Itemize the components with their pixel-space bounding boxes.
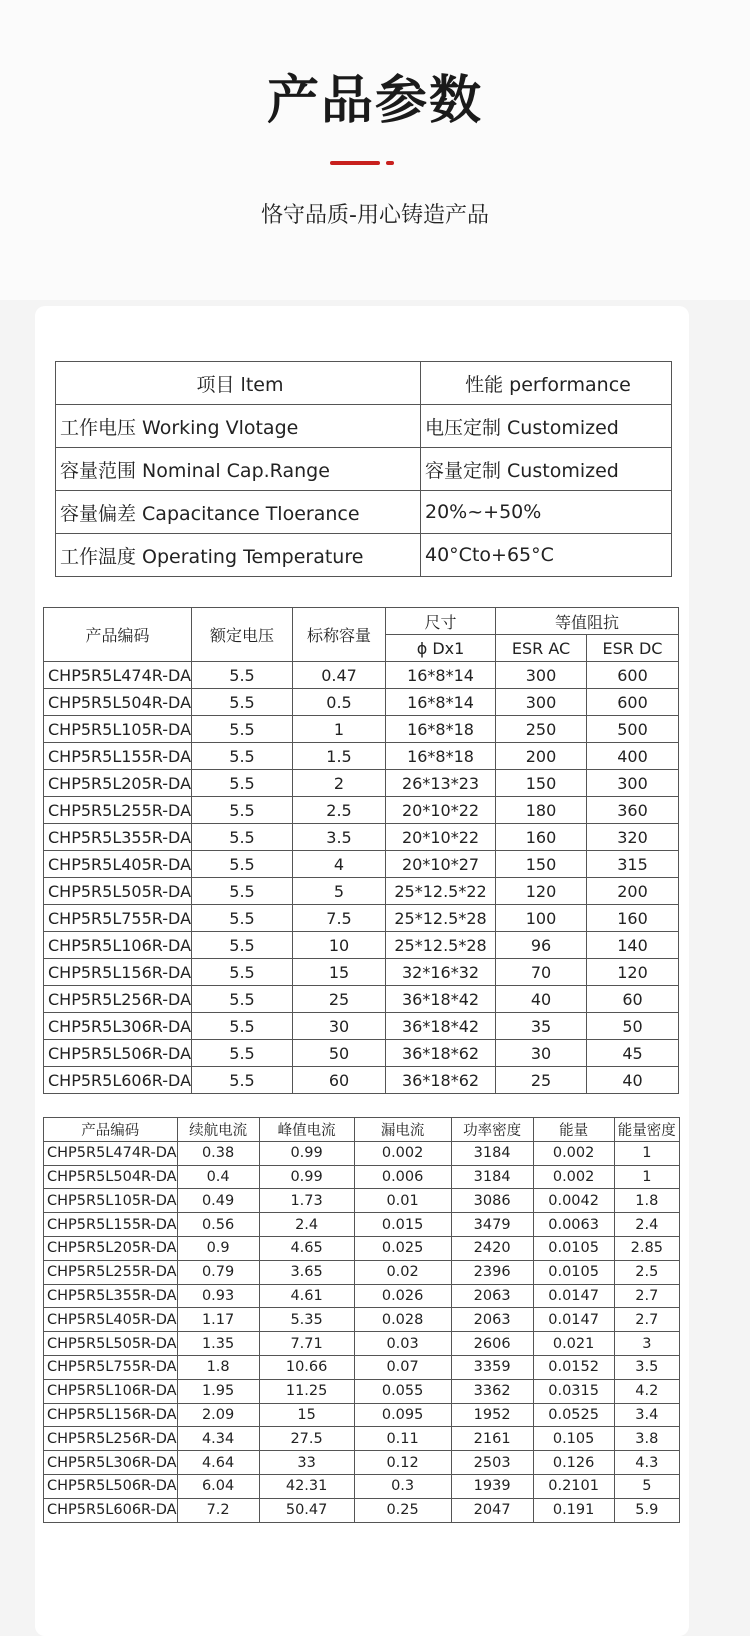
table-cell: 400: [587, 743, 679, 770]
title-divider: [330, 161, 380, 165]
table-cell: 0.0147: [533, 1308, 614, 1332]
table-cell: 300: [496, 662, 587, 689]
table-cell: 3.4: [614, 1403, 679, 1427]
table-cell: 0.79: [177, 1260, 259, 1284]
product-code: CHP5R5L205R-DA: [44, 1236, 178, 1260]
table-row: [44, 1474, 680, 1498]
table-cell: 96: [496, 932, 587, 959]
table-cell: 0.99: [259, 1165, 354, 1189]
table-row: [44, 878, 679, 905]
table-cell: 150: [496, 851, 587, 878]
table-row: [44, 1498, 680, 1522]
table-row: [44, 1189, 680, 1213]
table-cell: 200: [496, 743, 587, 770]
table-cell: 0.07: [354, 1355, 451, 1379]
table-cell: 0.095: [354, 1403, 451, 1427]
table-cell: 25*12.5*28: [386, 905, 496, 932]
table-cell: 4: [293, 851, 386, 878]
product-code: CHP5R5L755R-DA: [44, 1355, 178, 1379]
table-cell: 250: [496, 716, 587, 743]
table-cell: 0.0063: [533, 1213, 614, 1237]
column-header: 功率密度: [451, 1118, 533, 1142]
header-size: 尺寸: [386, 608, 496, 635]
table-cell: 100: [496, 905, 587, 932]
table-cell: 0.191: [533, 1498, 614, 1522]
table-cell: 5.5: [192, 986, 293, 1013]
table-cell: 200: [587, 878, 679, 905]
table-cell: 1: [293, 716, 386, 743]
table-cell: 0.105: [533, 1427, 614, 1451]
table-cell: 60: [293, 1067, 386, 1094]
table-cell: 45: [587, 1040, 679, 1067]
table-cell: 5.5: [192, 932, 293, 959]
table-cell: 4.3: [614, 1451, 679, 1475]
product-code: CHP5R5L405R-DA: [44, 851, 192, 878]
table-cell: 0.01: [354, 1189, 451, 1213]
table-cell: 2.85: [614, 1236, 679, 1260]
table-cell: 0.0147: [533, 1284, 614, 1308]
product-code: CHP5R5L106R-DA: [44, 932, 192, 959]
table-cell: 0.028: [354, 1308, 451, 1332]
column-header: 漏电流: [354, 1118, 451, 1142]
product-code: CHP5R5L306R-DA: [44, 1451, 178, 1475]
table-cell: 3.5: [614, 1355, 679, 1379]
table-cell: 0.0042: [533, 1189, 614, 1213]
table-row: [44, 797, 679, 824]
spec-value: 20%~+50%: [421, 491, 672, 534]
table-cell: 36*18*62: [386, 1067, 496, 1094]
table-cell: 0.006: [354, 1165, 451, 1189]
product-code: CHP5R5L155R-DA: [44, 1213, 178, 1237]
product-code: CHP5R5L755R-DA: [44, 905, 192, 932]
table-cell: 3184: [451, 1141, 533, 1165]
table-cell: 150: [496, 770, 587, 797]
table-cell: 5.5: [192, 959, 293, 986]
table-cell: 2.5: [293, 797, 386, 824]
table-cell: 120: [496, 878, 587, 905]
product-code: CHP5R5L255R-DA: [44, 797, 192, 824]
table-cell: 2420: [451, 1236, 533, 1260]
table-cell: 25: [293, 986, 386, 1013]
table-cell: 15: [259, 1403, 354, 1427]
column-header: 产品编码: [44, 1118, 178, 1142]
table-cell: 27.5: [259, 1427, 354, 1451]
table-cell: 0.4: [177, 1165, 259, 1189]
table-cell: 1.73: [259, 1189, 354, 1213]
table-cell: 2161: [451, 1427, 533, 1451]
table-row: [44, 1165, 680, 1189]
product-code: CHP5R5L105R-DA: [44, 1189, 178, 1213]
table-cell: 2.7: [614, 1308, 679, 1332]
table-cell: 1: [614, 1141, 679, 1165]
table-cell: 2396: [451, 1260, 533, 1284]
table-row: [44, 1013, 679, 1040]
table-cell: 0.0152: [533, 1355, 614, 1379]
spec-table: [55, 361, 672, 577]
spec-value: 电压定制 Customized: [421, 405, 672, 448]
product-code: CHP5R5L606R-DA: [44, 1067, 192, 1094]
table-cell: 5: [614, 1474, 679, 1498]
table-cell: 160: [587, 905, 679, 932]
page-subtitle: 恪守品质-用心铸造产品: [261, 203, 489, 228]
table-cell: 1.8: [614, 1189, 679, 1213]
table-row: [44, 851, 679, 878]
table-cell: 25*12.5*22: [386, 878, 496, 905]
title-divider-dot: [386, 161, 394, 165]
table-cell: 16*8*18: [386, 743, 496, 770]
table-cell: 3362: [451, 1379, 533, 1403]
table-cell: 3.8: [614, 1427, 679, 1451]
table-cell: 0.93: [177, 1284, 259, 1308]
header-voltage: 额定电压: [192, 608, 293, 662]
table-row: [44, 986, 679, 1013]
table-cell: 300: [587, 770, 679, 797]
header-esr-ac: ESR AC: [496, 635, 587, 662]
spec-item: 容量偏差 Capacitance Tloerance: [56, 491, 421, 534]
product-code: CHP5R5L506R-DA: [44, 1040, 192, 1067]
product-code: CHP5R5L106R-DA: [44, 1379, 178, 1403]
table-cell: 0.5: [293, 689, 386, 716]
table-cell: 360: [587, 797, 679, 824]
table-cell: 5.5: [192, 851, 293, 878]
table-cell: 3.5: [293, 824, 386, 851]
spec-value: 容量定制 Customized: [421, 448, 672, 491]
column-header: 性能 performance: [421, 362, 672, 405]
table-cell: 33: [259, 1451, 354, 1475]
table-cell: 0.002: [533, 1141, 614, 1165]
table-cell: 15: [293, 959, 386, 986]
table-cell: 25: [496, 1067, 587, 1094]
table-cell: 3: [614, 1332, 679, 1356]
table-cell: 0.002: [533, 1165, 614, 1189]
table-cell: 3479: [451, 1213, 533, 1237]
table-cell: 0.9: [177, 1236, 259, 1260]
table-cell: 0.2101: [533, 1474, 614, 1498]
table-cell: 20*10*22: [386, 797, 496, 824]
table-cell: 2.09: [177, 1403, 259, 1427]
table-cell: 42.31: [259, 1474, 354, 1498]
table-cell: 1952: [451, 1403, 533, 1427]
table-cell: 16*8*14: [386, 662, 496, 689]
table-cell: 36*18*42: [386, 986, 496, 1013]
table-cell: 16*8*14: [386, 689, 496, 716]
table-cell: 2063: [451, 1284, 533, 1308]
table-cell: 0.026: [354, 1284, 451, 1308]
product-code: CHP5R5L255R-DA: [44, 1260, 178, 1284]
header-esr-dc: ESR DC: [587, 635, 679, 662]
table-row: [44, 662, 679, 689]
column-header: 峰值电流: [259, 1118, 354, 1142]
table-cell: 2.7: [614, 1284, 679, 1308]
table-row: [44, 932, 679, 959]
table-cell: 5.9: [614, 1498, 679, 1522]
table-cell: 10: [293, 932, 386, 959]
table-row: [44, 1284, 680, 1308]
table-cell: 0.002: [354, 1141, 451, 1165]
product-code: CHP5R5L504R-DA: [44, 1165, 178, 1189]
table-cell: 20*10*22: [386, 824, 496, 851]
table-cell: 0.0315: [533, 1379, 614, 1403]
product-code: CHP5R5L506R-DA: [44, 1474, 178, 1498]
table-cell: 1.35: [177, 1332, 259, 1356]
table-row: [44, 1040, 679, 1067]
table-row: [44, 770, 679, 797]
table-cell: 2.5: [614, 1260, 679, 1284]
table-cell: 2047: [451, 1498, 533, 1522]
table-cell: 7.71: [259, 1332, 354, 1356]
table-row: [44, 1141, 680, 1165]
table-cell: 0.12: [354, 1451, 451, 1475]
table-cell: 0.025: [354, 1236, 451, 1260]
table-row: [56, 405, 672, 448]
table-cell: 32*16*32: [386, 959, 496, 986]
table-cell: 315: [587, 851, 679, 878]
table-row: [44, 689, 679, 716]
product-code: CHP5R5L504R-DA: [44, 689, 192, 716]
product-code: CHP5R5L155R-DA: [44, 743, 192, 770]
table-cell: 50.47: [259, 1498, 354, 1522]
table-cell: 4.2: [614, 1379, 679, 1403]
spec-value: 40°Cto+65°C: [421, 534, 672, 577]
table-cell: 120: [587, 959, 679, 986]
table-cell: 40: [587, 1067, 679, 1094]
table-row: [44, 1451, 680, 1475]
table-row: [56, 448, 672, 491]
table-cell: 0.25: [354, 1498, 451, 1522]
table-cell: 0.02: [354, 1260, 451, 1284]
table-cell: 320: [587, 824, 679, 851]
table-row: [44, 1427, 680, 1451]
table-cell: 300: [496, 689, 587, 716]
performance-table: [43, 1117, 680, 1523]
table-row: [56, 534, 672, 577]
table-cell: 5.5: [192, 1013, 293, 1040]
table-cell: 1.8: [177, 1355, 259, 1379]
table-row: [44, 959, 679, 986]
product-code: CHP5R5L355R-DA: [44, 1284, 178, 1308]
table-row: [44, 1236, 680, 1260]
spec-item: 容量范围 Nominal Cap.Range: [56, 448, 421, 491]
table-cell: 1.17: [177, 1308, 259, 1332]
table-row: [44, 1403, 680, 1427]
table-cell: 1.5: [293, 743, 386, 770]
table-cell: 7.5: [293, 905, 386, 932]
header-code: 产品编码: [44, 608, 192, 662]
table-header-row: [44, 1118, 680, 1142]
table-cell: 5: [293, 878, 386, 905]
table-cell: 600: [587, 689, 679, 716]
product-code: CHP5R5L405R-DA: [44, 1308, 178, 1332]
table-cell: 4.65: [259, 1236, 354, 1260]
table-cell: 0.03: [354, 1332, 451, 1356]
product-code: CHP5R5L256R-DA: [44, 986, 192, 1013]
table-cell: 2063: [451, 1308, 533, 1332]
table-cell: 5.5: [192, 797, 293, 824]
table-cell: 5.5: [192, 1067, 293, 1094]
table-cell: 5.5: [192, 905, 293, 932]
product-code: CHP5R5L306R-DA: [44, 1013, 192, 1040]
table-row: [44, 1213, 680, 1237]
table-cell: 5.5: [192, 716, 293, 743]
product-code: CHP5R5L355R-DA: [44, 824, 192, 851]
product-code: CHP5R5L606R-DA: [44, 1498, 178, 1522]
size-table: [43, 607, 679, 1094]
header-esr: 等值阻抗: [496, 608, 679, 635]
table-cell: 0.021: [533, 1332, 614, 1356]
table-cell: 140: [587, 932, 679, 959]
table-cell: 5.5: [192, 770, 293, 797]
table-cell: 2.4: [259, 1213, 354, 1237]
table-row: [44, 1260, 680, 1284]
table-cell: 4.64: [177, 1451, 259, 1475]
table-row: [56, 491, 672, 534]
table-cell: 10.66: [259, 1355, 354, 1379]
table-row: [44, 1308, 680, 1332]
table-cell: 3.65: [259, 1260, 354, 1284]
table-cell: 30: [496, 1040, 587, 1067]
table-cell: 0.11: [354, 1427, 451, 1451]
product-code: CHP5R5L505R-DA: [44, 878, 192, 905]
table-cell: 26*13*23: [386, 770, 496, 797]
table-row: [44, 1355, 680, 1379]
column-header: 项目 ltem: [56, 362, 421, 405]
table-cell: 0.055: [354, 1379, 451, 1403]
column-header: 能量密度: [614, 1118, 679, 1142]
table-cell: 4.61: [259, 1284, 354, 1308]
table-cell: 2: [293, 770, 386, 797]
page-title: 产品参数: [266, 71, 483, 131]
table-cell: 4.34: [177, 1427, 259, 1451]
table-cell: 50: [293, 1040, 386, 1067]
table-cell: 25*12.5*28: [386, 932, 496, 959]
table-cell: 16*8*18: [386, 716, 496, 743]
table-cell: 70: [496, 959, 587, 986]
table-cell: 5.5: [192, 743, 293, 770]
table-cell: 180: [496, 797, 587, 824]
product-code: CHP5R5L474R-DA: [44, 1141, 178, 1165]
table-cell: 0.38: [177, 1141, 259, 1165]
table-header-row: [56, 362, 672, 405]
table-cell: 35: [496, 1013, 587, 1040]
table-cell: 1.95: [177, 1379, 259, 1403]
header-size-sub: ϕ Dx1: [386, 635, 496, 662]
table-cell: 40: [496, 986, 587, 1013]
product-code: CHP5R5L205R-DA: [44, 770, 192, 797]
table-cell: 0.99: [259, 1141, 354, 1165]
table-cell: 5.5: [192, 824, 293, 851]
table-cell: 3086: [451, 1189, 533, 1213]
table-cell: 600: [587, 662, 679, 689]
table-cell: 0.0105: [533, 1260, 614, 1284]
table-cell: 0.47: [293, 662, 386, 689]
header-area: [0, 0, 750, 300]
table-row: [44, 905, 679, 932]
table-cell: 50: [587, 1013, 679, 1040]
column-header: 续航电流: [177, 1118, 259, 1142]
table-cell: 5.5: [192, 662, 293, 689]
product-code: CHP5R5L505R-DA: [44, 1332, 178, 1356]
table-cell: 0.0105: [533, 1236, 614, 1260]
table-cell: 3184: [451, 1165, 533, 1189]
table-cell: 36*18*42: [386, 1013, 496, 1040]
table-cell: 0.126: [533, 1451, 614, 1475]
table-cell: 1939: [451, 1474, 533, 1498]
product-code: CHP5R5L474R-DA: [44, 662, 192, 689]
table-cell: 60: [587, 986, 679, 1013]
table-cell: 5.5: [192, 878, 293, 905]
table-cell: 2.4: [614, 1213, 679, 1237]
table-cell: 0.3: [354, 1474, 451, 1498]
product-code: CHP5R5L156R-DA: [44, 1403, 178, 1427]
table-cell: 20*10*27: [386, 851, 496, 878]
table-cell: 30: [293, 1013, 386, 1040]
table-row: [44, 716, 679, 743]
table-cell: 11.25: [259, 1379, 354, 1403]
table-cell: 0.0525: [533, 1403, 614, 1427]
table-cell: 2503: [451, 1451, 533, 1475]
table-cell: 5.35: [259, 1308, 354, 1332]
table-row: [44, 1379, 680, 1403]
table-cell: 5.5: [192, 689, 293, 716]
product-code: CHP5R5L105R-DA: [44, 716, 192, 743]
table-cell: 6.04: [177, 1474, 259, 1498]
column-header: 能量: [533, 1118, 614, 1142]
table-cell: 500: [587, 716, 679, 743]
table-cell: 1: [614, 1165, 679, 1189]
table-cell: 3359: [451, 1355, 533, 1379]
table-cell: 2606: [451, 1332, 533, 1356]
table-cell: 5.5: [192, 1040, 293, 1067]
header-capacity: 标称容量: [293, 608, 386, 662]
table-row: [44, 743, 679, 770]
table-cell: 0.015: [354, 1213, 451, 1237]
table-cell: 36*18*62: [386, 1040, 496, 1067]
table-row: [44, 1332, 680, 1356]
table-cell: 7.2: [177, 1498, 259, 1522]
table-row: [44, 824, 679, 851]
table-cell: 0.56: [177, 1213, 259, 1237]
spec-item: 工作电压 Working Vlotage: [56, 405, 421, 448]
spec-item: 工作温度 Operating Temperature: [56, 534, 421, 577]
table-cell: 0.49: [177, 1189, 259, 1213]
table-cell: 160: [496, 824, 587, 851]
product-code: CHP5R5L156R-DA: [44, 959, 192, 986]
product-code: CHP5R5L256R-DA: [44, 1427, 178, 1451]
table-row: [44, 1067, 679, 1094]
